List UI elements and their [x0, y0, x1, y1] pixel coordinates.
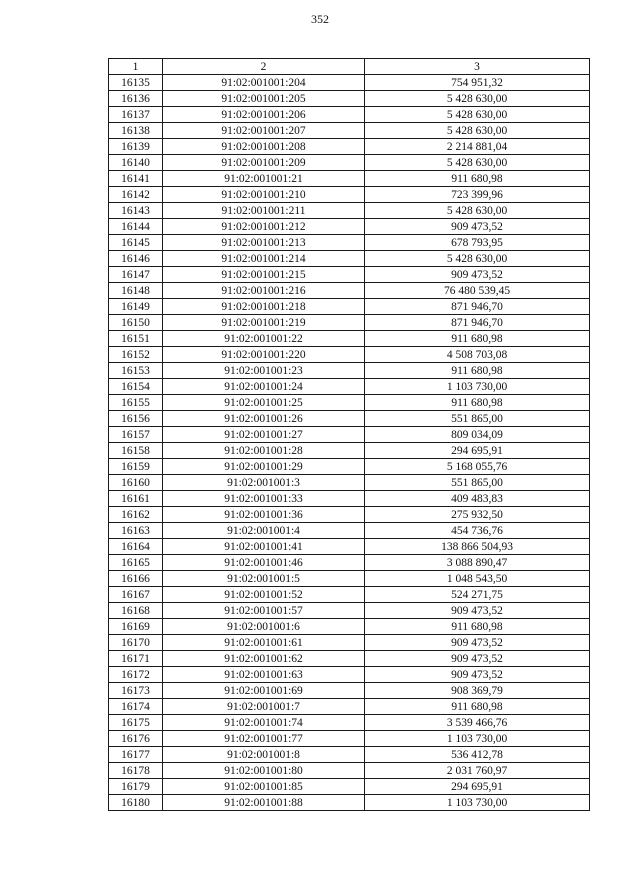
- value-cell: 909 473,52: [365, 667, 590, 683]
- cadastral-number-cell: 91:02:001001:214: [163, 251, 365, 267]
- value-cell: 911 680,98: [365, 395, 590, 411]
- table-row: [109, 507, 590, 523]
- row-number-cell: 16145: [109, 235, 163, 251]
- value-cell: 551 865,00: [365, 475, 590, 491]
- value-cell: 1 048 543,50: [365, 571, 590, 587]
- table-row: [109, 523, 590, 539]
- cadastral-number-cell: 91:02:001001:57: [163, 603, 365, 619]
- table-row: [109, 331, 590, 347]
- value-cell: 3 088 890,47: [365, 555, 590, 571]
- cadastral-number-cell: 91:02:001001:33: [163, 491, 365, 507]
- cadastral-number-cell: 91:02:001001:80: [163, 763, 365, 779]
- cadastral-number-cell: 91:02:001001:210: [163, 187, 365, 203]
- table-row: [109, 731, 590, 747]
- table-row: [109, 155, 590, 171]
- value-cell: 1 103 730,00: [365, 795, 590, 811]
- row-number-cell: 16152: [109, 347, 163, 363]
- data-table: [108, 58, 590, 811]
- value-cell: 536 412,78: [365, 747, 590, 763]
- table-row: [109, 539, 590, 555]
- row-number-cell: 16155: [109, 395, 163, 411]
- cadastral-number-cell: 91:02:001001:205: [163, 91, 365, 107]
- value-cell: 909 473,52: [365, 603, 590, 619]
- column-header-3: 3: [365, 59, 590, 75]
- table-row: [109, 603, 590, 619]
- table-row: [109, 251, 590, 267]
- cadastral-number-cell: 91:02:001001:7: [163, 699, 365, 715]
- cadastral-number-cell: 91:02:001001:6: [163, 619, 365, 635]
- value-cell: 5 428 630,00: [365, 91, 590, 107]
- value-cell: 754 951,32: [365, 75, 590, 91]
- cadastral-number-cell: 91:02:001001:4: [163, 523, 365, 539]
- value-cell: 909 473,52: [365, 651, 590, 667]
- value-cell: 2 214 881,04: [365, 139, 590, 155]
- row-number-cell: 16159: [109, 459, 163, 475]
- row-number-cell: 16163: [109, 523, 163, 539]
- value-cell: 454 736,76: [365, 523, 590, 539]
- cadastral-number-cell: 91:02:001001:209: [163, 155, 365, 171]
- cadastral-number-cell: 91:02:001001:8: [163, 747, 365, 763]
- table-row: [109, 747, 590, 763]
- table-row: [109, 571, 590, 587]
- cadastral-number-cell: 91:02:001001:46: [163, 555, 365, 571]
- cadastral-number-cell: 91:02:001001:220: [163, 347, 365, 363]
- row-number-cell: 16158: [109, 443, 163, 459]
- row-number-cell: 16172: [109, 667, 163, 683]
- value-cell: 871 946,70: [365, 315, 590, 331]
- table-row: [109, 347, 590, 363]
- row-number-cell: 16143: [109, 203, 163, 219]
- table-row: [109, 555, 590, 571]
- table-row: [109, 315, 590, 331]
- cadastral-number-cell: 91:02:001001:22: [163, 331, 365, 347]
- table-row: [109, 795, 590, 811]
- cadastral-number-cell: 91:02:001001:61: [163, 635, 365, 651]
- table-row: [109, 699, 590, 715]
- row-number-cell: 16157: [109, 427, 163, 443]
- table-row: [109, 459, 590, 475]
- value-cell: 871 946,70: [365, 299, 590, 315]
- row-number-cell: 16138: [109, 123, 163, 139]
- value-cell: 294 695,91: [365, 779, 590, 795]
- row-number-cell: 16144: [109, 219, 163, 235]
- row-number-cell: 16135: [109, 75, 163, 91]
- row-number-cell: 16141: [109, 171, 163, 187]
- value-cell: 5 428 630,00: [365, 203, 590, 219]
- value-cell: 909 473,52: [365, 635, 590, 651]
- column-header-1: 1: [109, 59, 163, 75]
- cadastral-number-cell: 91:02:001001:52: [163, 587, 365, 603]
- table-row: [109, 411, 590, 427]
- row-number-cell: 16162: [109, 507, 163, 523]
- value-cell: 1 103 730,00: [365, 379, 590, 395]
- value-cell: 551 865,00: [365, 411, 590, 427]
- table-row: [109, 395, 590, 411]
- row-number-cell: 16154: [109, 379, 163, 395]
- table-row: [109, 107, 590, 123]
- cadastral-number-cell: 91:02:001001:25: [163, 395, 365, 411]
- row-number-cell: 16173: [109, 683, 163, 699]
- row-number-cell: 16174: [109, 699, 163, 715]
- table-row: [109, 587, 590, 603]
- row-number-cell: 16161: [109, 491, 163, 507]
- value-cell: 911 680,98: [365, 331, 590, 347]
- value-cell: 809 034,09: [365, 427, 590, 443]
- cadastral-number-cell: 91:02:001001:88: [163, 795, 365, 811]
- row-number-cell: 16164: [109, 539, 163, 555]
- cadastral-number-cell: 91:02:001001:3: [163, 475, 365, 491]
- value-cell: 911 680,98: [365, 699, 590, 715]
- page-number: 352: [311, 12, 329, 26]
- table-row: [109, 443, 590, 459]
- table-row: [109, 635, 590, 651]
- cadastral-number-cell: 91:02:001001:216: [163, 283, 365, 299]
- table-row: [109, 667, 590, 683]
- cadastral-number-cell: 91:02:001001:208: [163, 139, 365, 155]
- cadastral-number-cell: 91:02:001001:213: [163, 235, 365, 251]
- table-row: [109, 171, 590, 187]
- value-cell: 76 480 539,45: [365, 283, 590, 299]
- table-row: [109, 363, 590, 379]
- table-row: [109, 219, 590, 235]
- table-row: [109, 187, 590, 203]
- cadastral-number-cell: 91:02:001001:218: [163, 299, 365, 315]
- row-number-cell: 16168: [109, 603, 163, 619]
- cadastral-number-cell: 91:02:001001:63: [163, 667, 365, 683]
- cadastral-number-cell: 91:02:001001:23: [163, 363, 365, 379]
- value-cell: 5 428 630,00: [365, 251, 590, 267]
- value-cell: 294 695,91: [365, 443, 590, 459]
- table-row: [109, 283, 590, 299]
- cadastral-number-cell: 91:02:001001:24: [163, 379, 365, 395]
- cadastral-number-cell: 91:02:001001:85: [163, 779, 365, 795]
- value-cell: 678 793,95: [365, 235, 590, 251]
- table-header-row: [109, 59, 590, 75]
- value-cell: 524 271,75: [365, 587, 590, 603]
- cadastral-number-cell: 91:02:001001:211: [163, 203, 365, 219]
- table-body: [109, 75, 590, 811]
- table-row: [109, 123, 590, 139]
- value-cell: 1 103 730,00: [365, 731, 590, 747]
- table-row: [109, 619, 590, 635]
- value-cell: 911 680,98: [365, 171, 590, 187]
- value-cell: 909 473,52: [365, 219, 590, 235]
- table-row: [109, 779, 590, 795]
- cadastral-number-cell: 91:02:001001:69: [163, 683, 365, 699]
- row-number-cell: 16156: [109, 411, 163, 427]
- row-number-cell: 16166: [109, 571, 163, 587]
- row-number-cell: 16171: [109, 651, 163, 667]
- table-row: [109, 379, 590, 395]
- cadastral-number-cell: 91:02:001001:62: [163, 651, 365, 667]
- row-number-cell: 16136: [109, 91, 163, 107]
- table-row: [109, 235, 590, 251]
- value-cell: 908 369,79: [365, 683, 590, 699]
- cadastral-number-cell: 91:02:001001:207: [163, 123, 365, 139]
- row-number-cell: 16149: [109, 299, 163, 315]
- cadastral-number-cell: 91:02:001001:26: [163, 411, 365, 427]
- cadastral-number-cell: 91:02:001001:206: [163, 107, 365, 123]
- row-number-cell: 16137: [109, 107, 163, 123]
- cadastral-number-cell: 91:02:001001:36: [163, 507, 365, 523]
- value-cell: 4 508 703,08: [365, 347, 590, 363]
- row-number-cell: 16167: [109, 587, 163, 603]
- row-number-cell: 16150: [109, 315, 163, 331]
- value-cell: 3 539 466,76: [365, 715, 590, 731]
- row-number-cell: 16153: [109, 363, 163, 379]
- row-number-cell: 16180: [109, 795, 163, 811]
- value-cell: 909 473,52: [365, 267, 590, 283]
- table-row: [109, 763, 590, 779]
- cadastral-number-cell: 91:02:001001:219: [163, 315, 365, 331]
- cadastral-number-cell: 91:02:001001:27: [163, 427, 365, 443]
- table-row: [109, 91, 590, 107]
- value-cell: 138 866 504,93: [365, 539, 590, 555]
- column-header-2: 2: [163, 59, 365, 75]
- row-number-cell: 16170: [109, 635, 163, 651]
- cadastral-number-cell: 91:02:001001:5: [163, 571, 365, 587]
- row-number-cell: 16179: [109, 779, 163, 795]
- table-row: [109, 683, 590, 699]
- table-row: [109, 651, 590, 667]
- table-row: [109, 139, 590, 155]
- cadastral-number-cell: 91:02:001001:74: [163, 715, 365, 731]
- row-number-cell: 16140: [109, 155, 163, 171]
- cadastral-number-cell: 91:02:001001:204: [163, 75, 365, 91]
- cadastral-number-cell: 91:02:001001:29: [163, 459, 365, 475]
- row-number-cell: 16146: [109, 251, 163, 267]
- value-cell: 275 932,50: [365, 507, 590, 523]
- cadastral-number-cell: 91:02:001001:77: [163, 731, 365, 747]
- row-number-cell: 16151: [109, 331, 163, 347]
- table-row: [109, 299, 590, 315]
- table-row: [109, 715, 590, 731]
- value-cell: 2 031 760,97: [365, 763, 590, 779]
- table-row: [109, 427, 590, 443]
- value-cell: 5 428 630,00: [365, 107, 590, 123]
- value-cell: 723 399,96: [365, 187, 590, 203]
- row-number-cell: 16178: [109, 763, 163, 779]
- row-number-cell: 16176: [109, 731, 163, 747]
- cadastral-number-cell: 91:02:001001:215: [163, 267, 365, 283]
- value-cell: 5 168 055,76: [365, 459, 590, 475]
- row-number-cell: 16139: [109, 139, 163, 155]
- value-cell: 911 680,98: [365, 619, 590, 635]
- cadastral-number-cell: 91:02:001001:28: [163, 443, 365, 459]
- table-row: [109, 267, 590, 283]
- value-cell: 911 680,98: [365, 363, 590, 379]
- row-number-cell: 16142: [109, 187, 163, 203]
- row-number-cell: 16175: [109, 715, 163, 731]
- table-row: [109, 203, 590, 219]
- value-cell: 409 483,83: [365, 491, 590, 507]
- row-number-cell: 16169: [109, 619, 163, 635]
- cadastral-number-cell: 91:02:001001:212: [163, 219, 365, 235]
- row-number-cell: 16160: [109, 475, 163, 491]
- table-row: [109, 75, 590, 91]
- row-number-cell: 16147: [109, 267, 163, 283]
- table-row: [109, 491, 590, 507]
- table-row: [109, 475, 590, 491]
- cadastral-number-cell: 91:02:001001:21: [163, 171, 365, 187]
- value-cell: 5 428 630,00: [365, 155, 590, 171]
- cadastral-number-cell: 91:02:001001:41: [163, 539, 365, 555]
- row-number-cell: 16177: [109, 747, 163, 763]
- row-number-cell: 16148: [109, 283, 163, 299]
- value-cell: 5 428 630,00: [365, 123, 590, 139]
- row-number-cell: 16165: [109, 555, 163, 571]
